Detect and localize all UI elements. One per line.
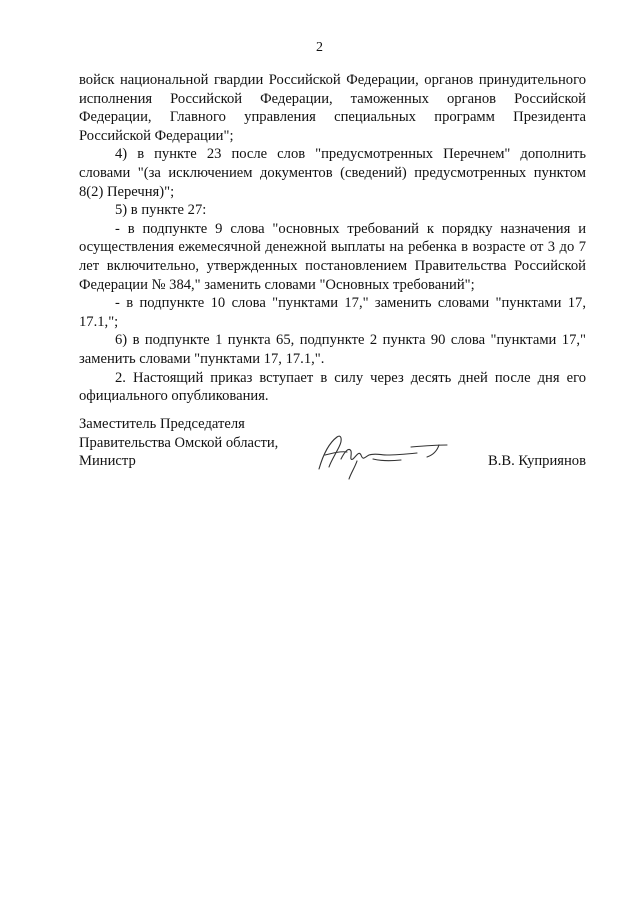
page-number: 2 bbox=[316, 40, 323, 55]
signatory-title bbox=[79, 415, 339, 471]
paragraph-continuation: войск национальной гвардии Российской Федерации, органов принудительного исполнения Российской Федерации, таможенных органов Российской Федерации, Главного управления специальных программ Президента Российской Федерации"; bbox=[79, 72, 586, 144]
signatory-title-line: Министр bbox=[79, 453, 136, 470]
document-body bbox=[79, 71, 586, 406]
paragraph-item-4: 4) в пункте 23 после слов "предусмотренных Перечнем" дополнить словами "(за исключением документов (сведений) предусмотренных пунктом 8(2) Перечня)"; bbox=[79, 146, 586, 200]
paragraph-item-5: 5) в пункте 27: bbox=[115, 202, 207, 219]
signature-block bbox=[79, 415, 586, 475]
signatory-title-line: Заместитель Председателя bbox=[79, 416, 245, 432]
paragraph-subitem-9: - в подпункте 9 слова "основных требований к порядку назначения и осуществления ежемесячной денежной выплаты на ребенка в возрасте от 3 до 7 лет включительно, утвержденных постановлением Правительства Российской Федерации № 384," заменить словами "Основных требований"; bbox=[79, 220, 586, 293]
handwritten-signature bbox=[311, 425, 451, 483]
signatory-title-line: Правительства Омской области, bbox=[79, 434, 279, 451]
paragraph-effective-date: 2. Настоящий приказ вступает в силу через десять дней после дня его официального опубликования. bbox=[79, 369, 586, 405]
signatory-name: В.В. Куприянов bbox=[488, 453, 586, 469]
paragraph-item-6: 6) в подпункте 1 пункта 65, подпункте 2 пункта 90 слова "пунктами 17," заменить словами "пунктами 17, 17.1,". bbox=[79, 332, 586, 367]
paragraph-subitem-10: - в подпункте 10 слова "пунктами 17," заменить словами "пунктами 17, 17.1,"; bbox=[79, 295, 586, 330]
